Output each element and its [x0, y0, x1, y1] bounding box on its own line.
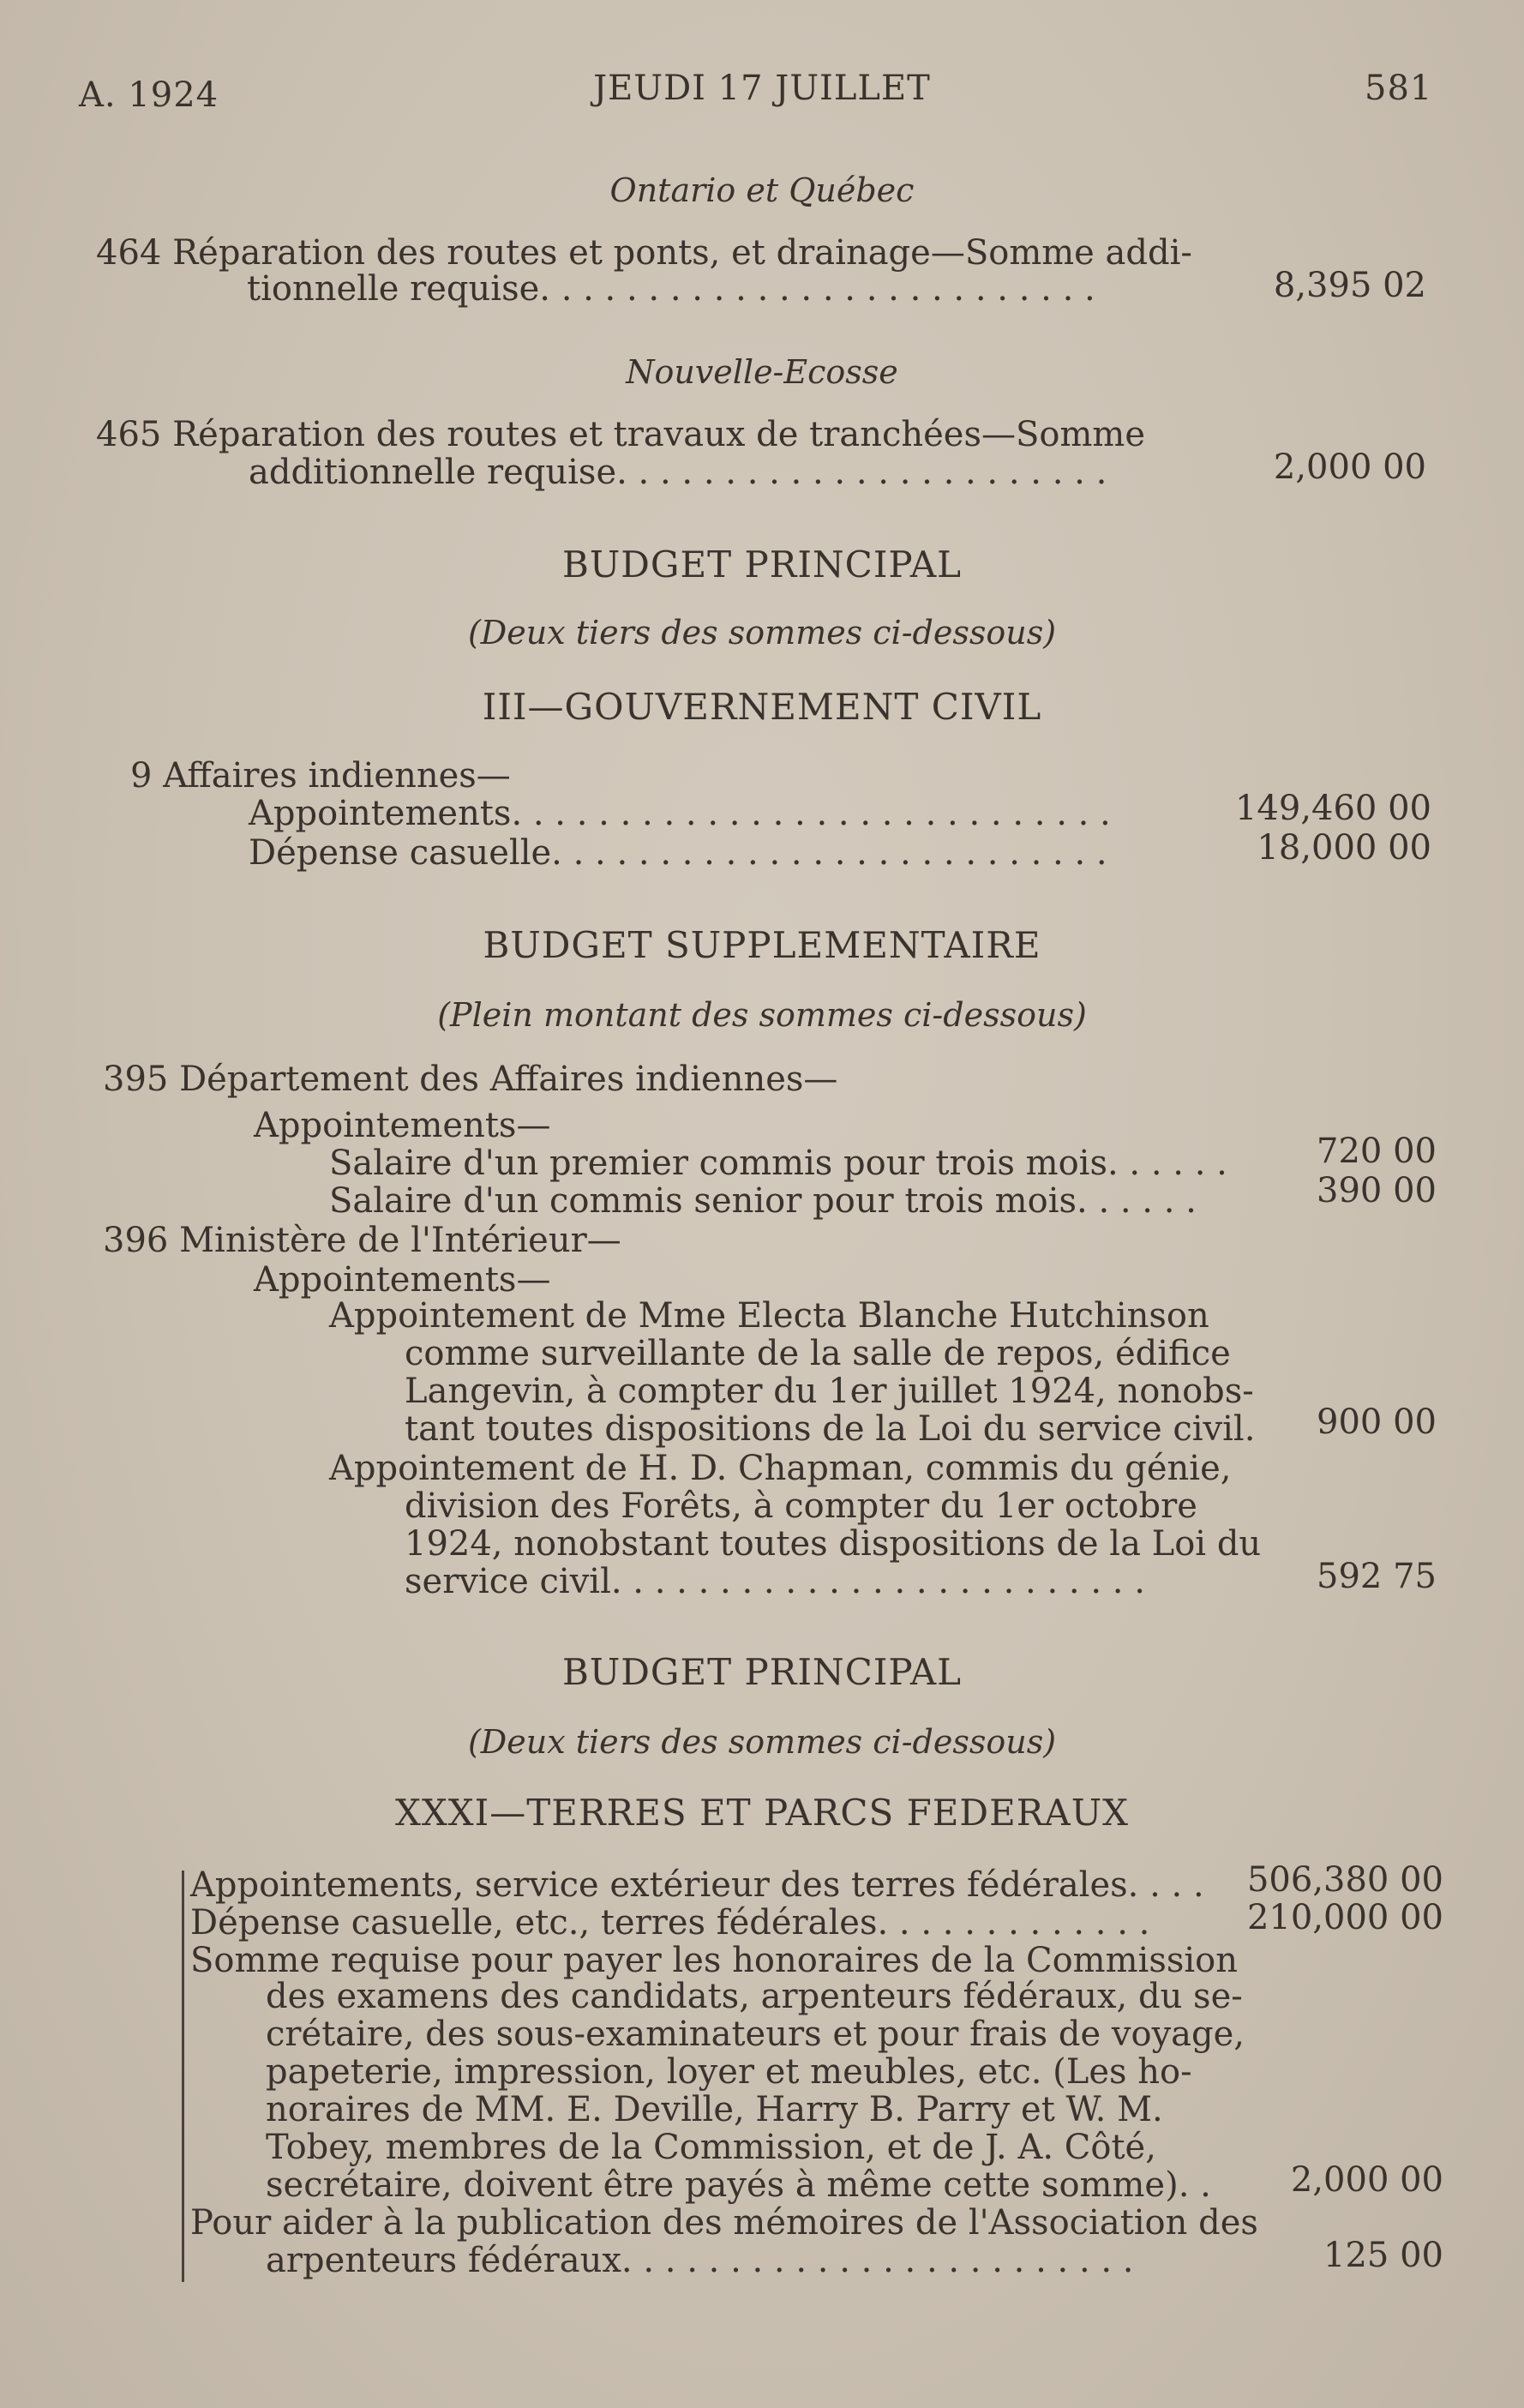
chapman-line3: 1924, nonobstant toutes dispositions de la Loi du — [405, 1524, 1262, 1564]
chapman-line2: division des Forêts, à compter du 1er octobre — [405, 1486, 1197, 1526]
row-premier-commis: Salaire d'un premier commis pour trois mois. . . . . . — [329, 1144, 1227, 1183]
item-396-appointements: Appointements— — [254, 1260, 551, 1300]
commission-line5: noraires de MM. E. Deville, Harry B. Parry et W. M. — [266, 2090, 1163, 2129]
commission-line3: crétaire, des sous-examinateurs et pour frais de voyage, — [266, 2015, 1245, 2054]
amount-commission: 2,000 00 — [1290, 2160, 1443, 2200]
title-budget-principal-1: BUDGET PRINCIPAL — [561, 543, 963, 585]
commission-line6: Tobey, membres de la Commission, et de J. A. Côté, — [266, 2128, 1156, 2167]
header-year: A. 1924 — [79, 75, 219, 115]
chapman-line4: service civil. . . . . . . . . . . . . . . . . . . . . . . . . — [405, 1562, 1145, 1601]
heading-ontario: Ontario et Québec — [609, 171, 915, 209]
subtitle-budget-principal-1: (Deux tiers des sommes ci-dessous) — [467, 614, 1057, 652]
title-budget-principal-2: BUDGET PRINCIPAL — [561, 1651, 963, 1693]
hutchinson-line4: tant toutes dispositions de la Loi du service civil. — [405, 1409, 1256, 1449]
item-465-line1: 465 Réparation des routes et travaux de tranchées—Somme — [96, 415, 1146, 454]
page-number: 581 — [1365, 69, 1433, 108]
commission-line7: secrétaire, doivent être payés à même cette somme). . — [266, 2165, 1211, 2205]
header-date: JEUDI 17 JUILLET — [593, 69, 931, 108]
publication-line1: Pour aider à la publication des mémoires de l'Association des — [190, 2203, 1258, 2243]
row-appointements: Appointements. . . . . . . . . . . . . . . . . . . . . . . . . . . . — [249, 794, 1111, 833]
subtitle-budget-supplementaire: (Plein montant des sommes ci-dessous) — [437, 996, 1087, 1034]
hutchinson-line1: Appointement de Mme Electa Blanche Hutchinson — [329, 1296, 1209, 1336]
amount-depense-casuelle: 18,000 00 — [1257, 828, 1431, 868]
amount-depense-casuelle-terres: 210,000 00 — [1246, 1898, 1443, 1937]
amount-appointements: 149,460 00 — [1234, 789, 1431, 828]
row-service-exterieur: Appointements, service extérieur des terres fédérales. . . . — [190, 1865, 1204, 1905]
amount-hutchinson: 900 00 — [1317, 1402, 1437, 1442]
commission-line2: des examens des candidats, arpenteurs fédéraux, du se- — [266, 1977, 1243, 2016]
heading-nouvelle-ecosse: Nouvelle-Ecosse — [626, 353, 898, 391]
item-9-heading: 9 Affaires indiennes— — [130, 756, 511, 796]
publication-line2: arpenteurs fédéraux. . . . . . . . . . . . . . . . . . . . . . . . — [266, 2241, 1134, 2280]
hutchinson-line2: comme surveillante de la salle de repos, édifice — [405, 1334, 1231, 1373]
title-budget-supplementaire: BUDGET SUPPLEMENTAIRE — [483, 924, 1041, 966]
item-464-line1: 464 Réparation des routes et ponts, et drainage—Somme addi- — [96, 233, 1192, 273]
hutchinson-line3: Langevin, à compter du 1er juillet 1924, nonobs- — [405, 1372, 1254, 1411]
row-commis-senior: Salaire d'un commis senior pour trois mois. . . . . . — [329, 1181, 1197, 1221]
amount-commis-senior: 390 00 — [1317, 1171, 1437, 1210]
item-465-line2: additionnelle requise. . . . . . . . . . . . . . . . . . . . . . . — [249, 453, 1107, 492]
item-395-heading: 395 Département des Affaires indiennes— — [103, 1060, 838, 1099]
amount-chapman: 592 75 — [1317, 1557, 1437, 1596]
row-depense-casuelle-terres: Dépense casuelle, etc., terres fédérales. . . . . . . . . . . . . — [190, 1903, 1150, 1943]
amount-service-exterieur: 506,380 00 — [1246, 1860, 1443, 1900]
section-gouvernement-civil: III—GOUVERNEMENT CIVIL — [482, 686, 1042, 728]
amount-465: 2,000 00 — [1273, 447, 1426, 487]
amount-premier-commis: 720 00 — [1317, 1132, 1437, 1171]
commission-line4: papeterie, impression, loyer et meubles, etc. (Les ho- — [266, 2052, 1192, 2092]
amount-publication: 125 00 — [1323, 2236, 1443, 2275]
row-depense-casuelle: Dépense casuelle. . . . . . . . . . . . . . . . . . . . . . . . . . — [249, 833, 1107, 873]
item-395-appointements: Appointements— — [254, 1106, 551, 1145]
commission-line1: Somme requise pour payer les honoraires de la Commission — [190, 1941, 1239, 1980]
section-terres-parcs: XXXI—TERRES ET PARCS FEDERAUX — [394, 1792, 1130, 1834]
subtitle-budget-principal-2: (Deux tiers des sommes ci-dessous) — [467, 1723, 1057, 1761]
amount-464: 8,395 02 — [1273, 266, 1426, 305]
chapman-line1: Appointement de H. D. Chapman, commis du génie, — [329, 1449, 1232, 1488]
item-464-line2: tionnelle requise. . . . . . . . . . . . . . . . . . . . . . . . . . — [247, 269, 1095, 309]
item-396-heading: 396 Ministère de l'Intérieur— — [103, 1221, 621, 1260]
